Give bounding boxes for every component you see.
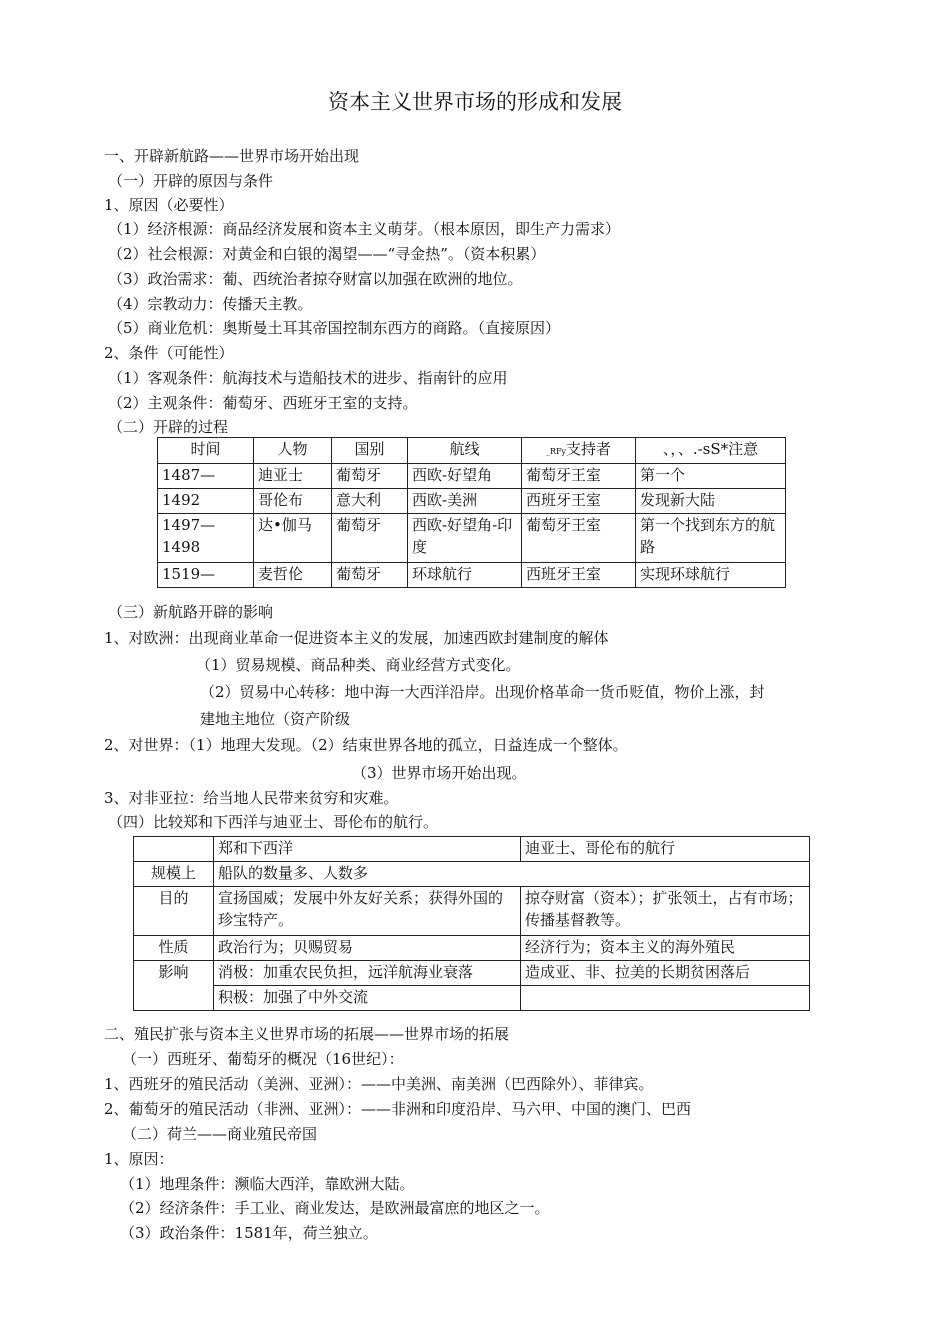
header-support-prefix: _RFy <box>545 447 567 456</box>
paragraph: （3）政治条件：1581年，荷兰独立。 <box>120 1224 378 1242</box>
paragraph: （3）政治需求：葡、西统治者掠夺财富以加强在欧洲的地位。 <box>108 270 523 288</box>
subsection-heading: （二）荷兰——商业殖民帝国 <box>122 1125 318 1143</box>
cell-person: 达•伽马 <box>254 514 332 563</box>
cell-country: 葡萄牙 <box>332 563 408 588</box>
cell-time <box>158 514 254 563</box>
cell-time: 1492 <box>158 489 254 514</box>
cell-empty <box>521 986 810 1011</box>
subsection-heading: （三）新航路开辟的影响 <box>108 603 274 621</box>
cell-note: 实现环球航行 <box>636 563 786 588</box>
table-row <box>134 936 810 961</box>
cell-support: 葡萄牙王室 <box>522 514 636 563</box>
table-row <box>158 514 786 563</box>
paragraph: （4）宗教动力：传播天主教。 <box>108 295 313 313</box>
paragraph: （1）地理条件：濒临大西洋，靠欧洲大陆。 <box>120 1175 415 1193</box>
paragraph: 建地主地位（资产阶级 <box>200 710 351 728</box>
cell-person: 哥伦布 <box>254 489 332 514</box>
table-row <box>134 862 810 887</box>
paragraph: 1、对欧洲：出现商业革命一促进资本主义的发展，加速西欧封建制度的解体 <box>104 629 609 647</box>
header-support <box>522 438 636 464</box>
table-row <box>158 563 786 588</box>
row-label-impact: 影响 <box>134 961 214 1011</box>
table-row <box>134 961 810 986</box>
paragraph: （1）经济根源：商品经济发展和资本主义萌芽。（根本原因，即生产力需求） <box>108 220 621 238</box>
header-support-label: 支持者 <box>566 440 612 458</box>
table-row <box>158 489 786 514</box>
cell-route: 环球航行 <box>408 563 522 588</box>
section-heading: 一、开辟新航路——世界市场开始出现 <box>104 147 360 165</box>
cell-scale-zheng: 船队的数量多、人数多 <box>214 862 810 887</box>
row-label-purpose: 目的 <box>134 887 214 936</box>
cell-time <box>158 563 254 588</box>
paragraph: （3）世界市场开始出现。 <box>352 764 527 782</box>
cell-impact-west: 造成亚、非、拉美的长期贫困落后 <box>521 961 810 986</box>
cell-note: 发现新大陆 <box>636 489 786 514</box>
table-header-row <box>134 837 810 862</box>
cell-route: 西欧-美洲 <box>408 489 522 514</box>
header-route: 航线 <box>408 438 522 464</box>
cell-person: 麦哲伦 <box>254 563 332 588</box>
cell-nature-west: 经济行为；资本主义的海外殖民 <box>521 936 810 961</box>
table-row <box>134 986 810 1011</box>
paragraph: 2、对世界：（1）地理大发现。（2）结束世界各地的孤立，日益连成一个整体。 <box>104 736 628 754</box>
paragraph: （1）客观条件：航海技术与造船技术的进步、指南针的应用 <box>108 369 508 387</box>
page-title: 资本主义世界市场的形成和发展 <box>328 90 622 114</box>
time-start: 1519— <box>162 565 216 583</box>
cell-country: 葡萄牙 <box>332 464 408 489</box>
cell-purpose-west: 掠夺财富（资本）；扩张领土，占有市场；传播基督教等。 <box>521 887 810 936</box>
table-row <box>158 464 786 489</box>
paragraph: （2）经济条件：手工业、商业发达，是欧洲最富庶的地区之一。 <box>120 1199 550 1217</box>
paragraph: 1、西班牙的殖民活动（美洲、亚洲）：——中美洲、南美洲（巴西除外）、菲律宾。 <box>104 1075 654 1093</box>
cell-person: 迪亚士 <box>254 464 332 489</box>
table-row <box>134 887 810 936</box>
row-label-scale: 规模上 <box>134 862 214 887</box>
paragraph: 1、原因（必要性） <box>104 196 234 214</box>
header-country: 国别 <box>332 438 408 464</box>
cell-country: 意大利 <box>332 489 408 514</box>
cell-support: 葡萄牙王室 <box>522 464 636 489</box>
paragraph: 2、葡萄牙的殖民活动（非洲、亚洲）：——非洲和印度沿岸、马六甲、中国的澳门、巴西 <box>104 1100 692 1118</box>
cell-support: 西班牙王室 <box>522 489 636 514</box>
subsection-heading: （四）比较郑和下西洋与迪亚士、哥伦布的航行。 <box>108 813 439 831</box>
cell-purpose-zheng: 宣扬国威；发展中外友好关系；获得外国的珍宝特产。 <box>214 887 521 936</box>
cell-note: 第一个找到东方的航路 <box>636 514 786 563</box>
cell-impact-zheng-negative: 消极：加重农民负担，远洋航海业衰落 <box>214 961 521 986</box>
paragraph: （2）主观条件：葡萄牙、西班牙王室的支持。 <box>108 394 418 412</box>
cell-impact-zheng-positive: 积极：加强了中外交流 <box>214 986 521 1011</box>
subsection-heading: （一）西班牙、葡萄牙的概况（16世纪）： <box>122 1050 404 1068</box>
subsection-heading: （二）开辟的过程 <box>108 418 229 436</box>
section-heading: 二、殖民扩张与资本主义世界市场的拓展——世界市场的拓展 <box>104 1025 510 1043</box>
cell-time <box>158 464 254 489</box>
time-start: 1497— <box>162 516 216 534</box>
header-note: 、，、.-sS*注意 <box>636 438 786 464</box>
header-zheng: 郑和下西洋 <box>214 837 521 862</box>
cell-nature-zheng: 政治行为；贝赐贸易 <box>214 936 521 961</box>
voyages-table <box>157 437 786 588</box>
paragraph: （1）贸易规模、商品种类、商业经营方式变化。 <box>196 656 521 674</box>
paragraph: 1、原因： <box>104 1150 174 1168</box>
paragraph: 2、条件（可能性） <box>104 344 234 362</box>
time-start: 1487— <box>162 466 216 484</box>
header-item <box>134 837 214 862</box>
row-label-nature: 性质 <box>134 936 214 961</box>
cell-support: 西班牙王室 <box>522 563 636 588</box>
cell-route: 西欧-好望角-印度 <box>408 514 522 563</box>
paragraph: （5）商业危机：奥斯曼土耳其帝国控制东西方的商路。（直接原因） <box>108 319 561 337</box>
subsection-heading: （一）开辟的原因与条件 <box>108 172 274 190</box>
comparison-table <box>133 836 810 1011</box>
paragraph: （2）贸易中心转移：地中海一大西洋沿岸。出现价格革命一货币贬值，物价上涨，封 <box>200 683 765 701</box>
header-time: 时间 <box>158 438 254 464</box>
paragraph: （2）社会根源：对黄金和白银的渴望——“寻金热”。（资本积累） <box>108 245 546 263</box>
cell-country: 葡萄牙 <box>332 514 408 563</box>
time-end: 1498 <box>162 538 201 556</box>
header-person: 人物 <box>254 438 332 464</box>
paragraph: 3、对非亚拉：给当地人民带来贫穷和灾难。 <box>104 789 399 807</box>
cell-route: 西欧-好望角 <box>408 464 522 489</box>
table-header-row <box>158 438 786 464</box>
cell-note: 第一个 <box>636 464 786 489</box>
header-west: 迪亚士、哥伦布的航行 <box>521 837 810 862</box>
